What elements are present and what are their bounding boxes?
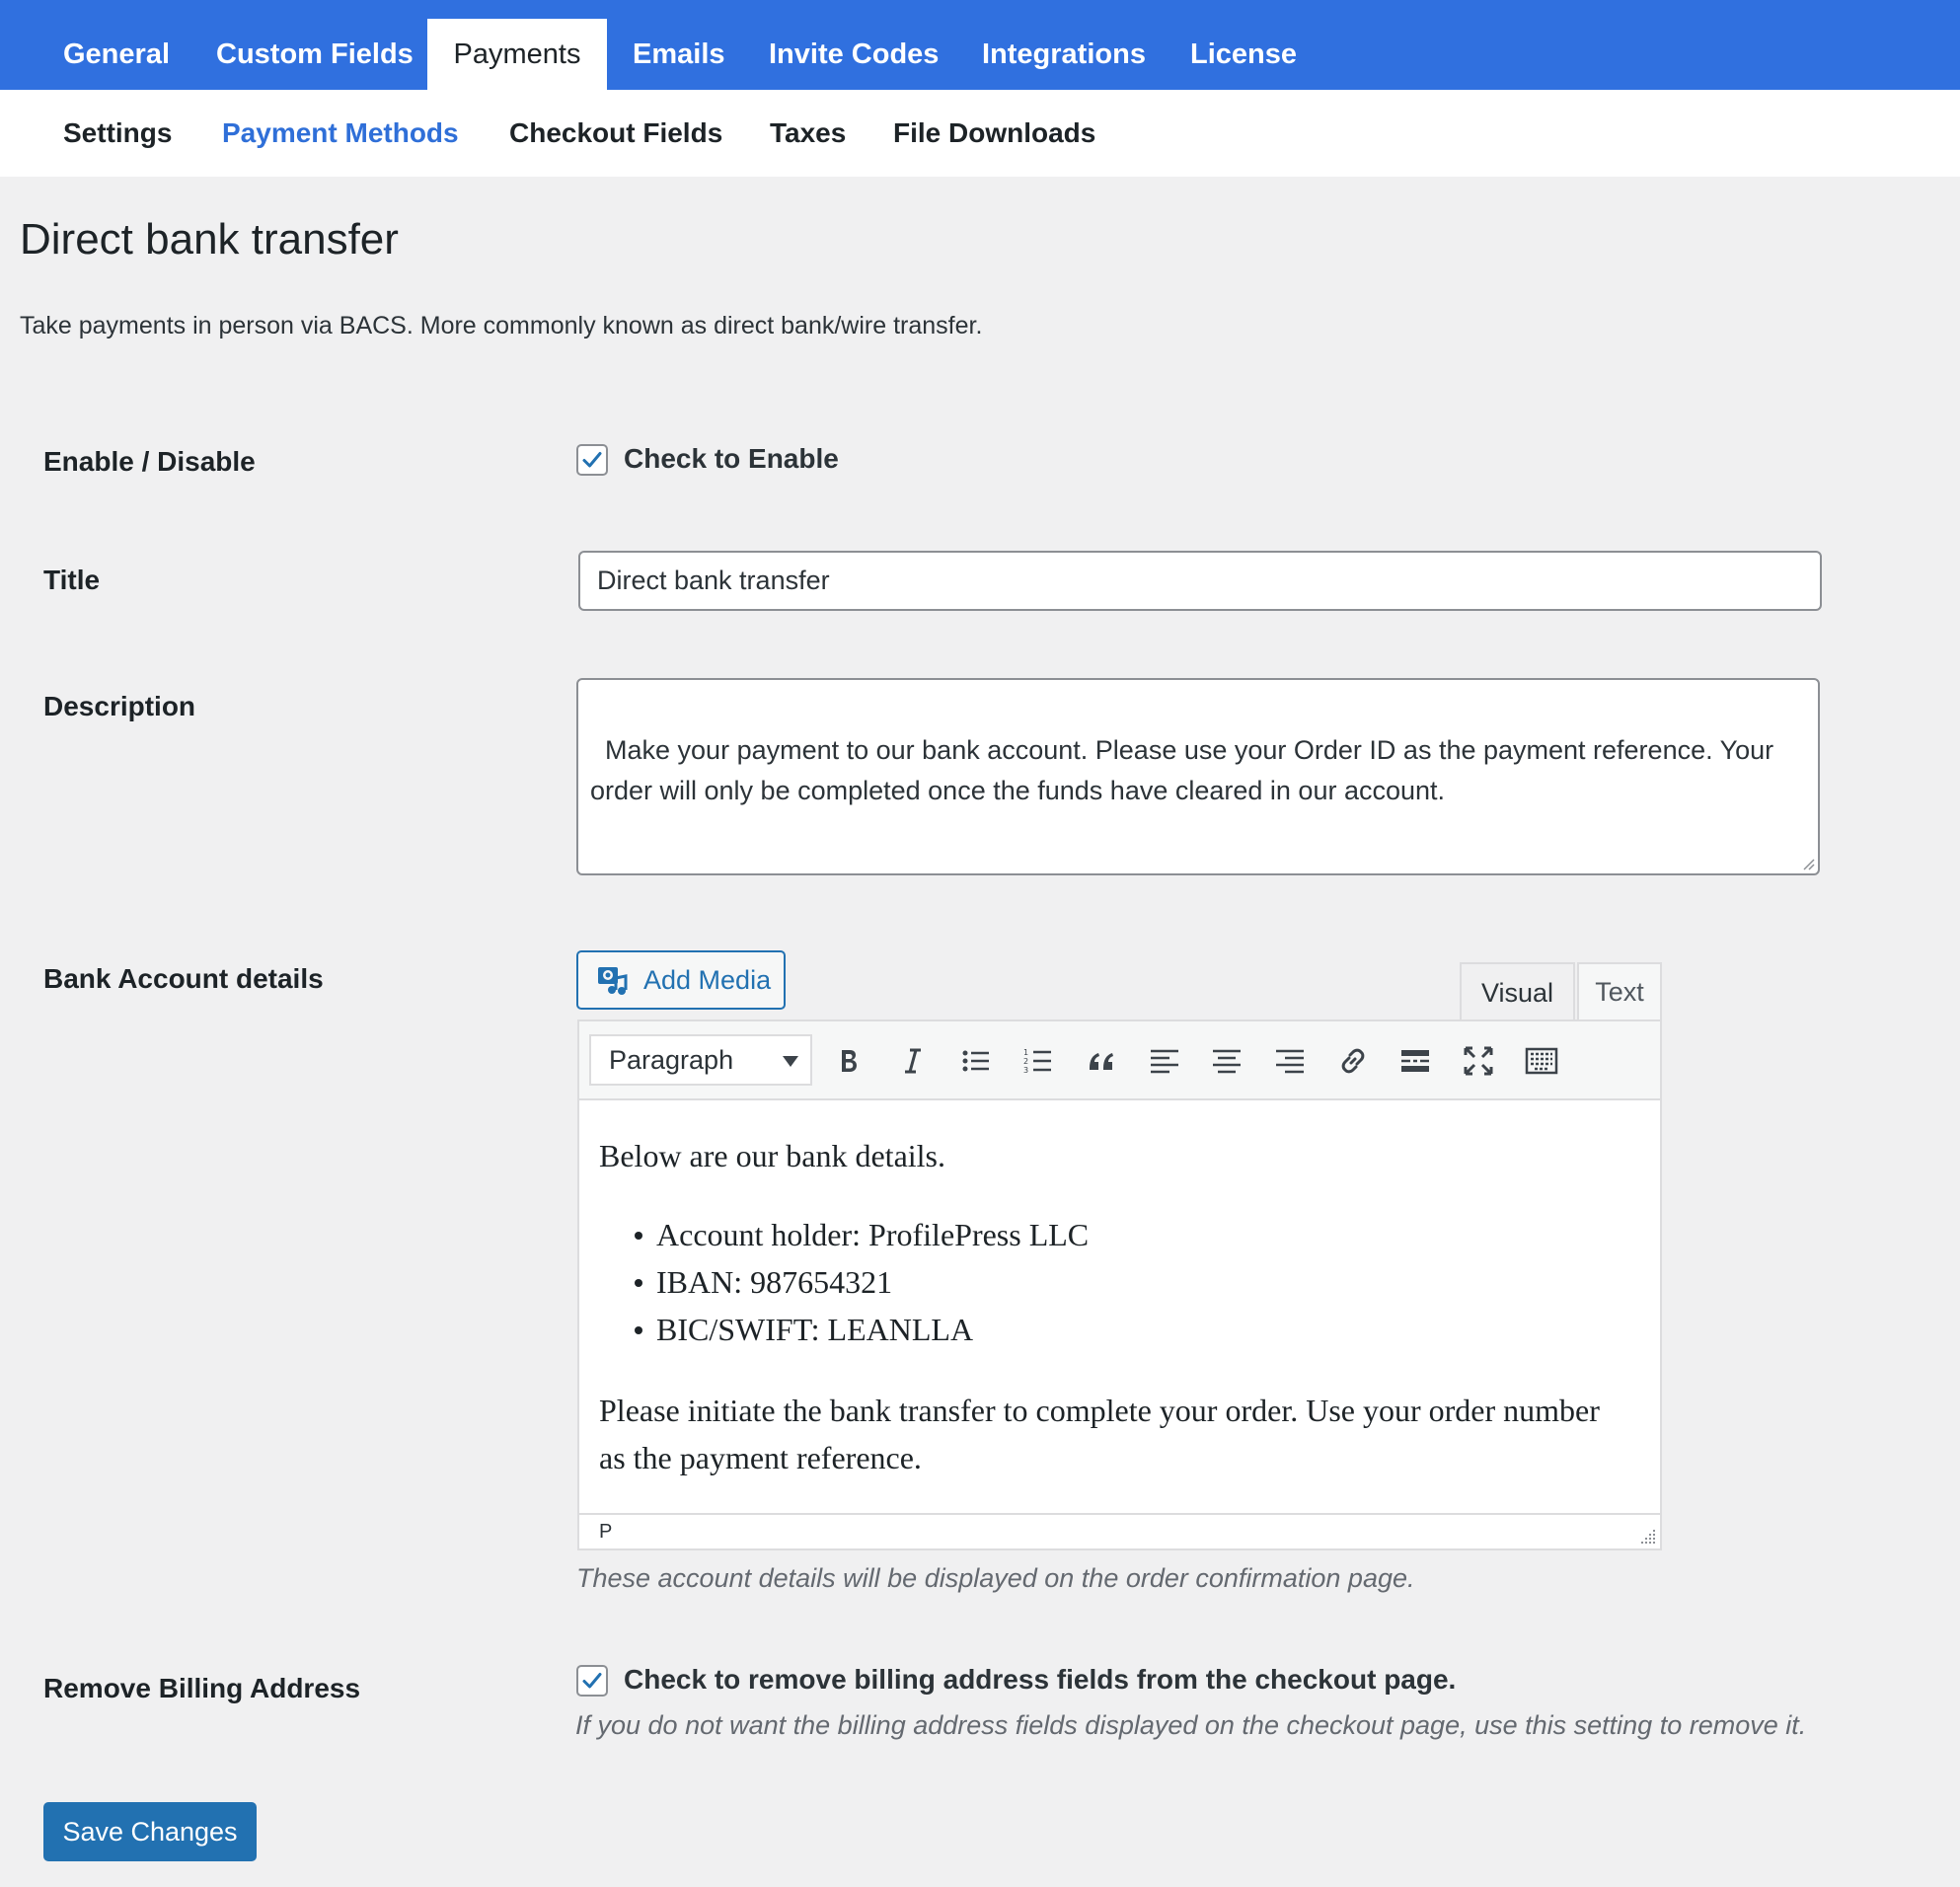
read-more-button[interactable] xyxy=(1394,1039,1437,1083)
tab-text[interactable]: Text xyxy=(1577,962,1662,1020)
align-center-icon xyxy=(1210,1044,1244,1078)
tab-invite-codes[interactable]: Invite Codes xyxy=(769,38,940,70)
link-icon xyxy=(1336,1044,1370,1078)
title-input[interactable]: Direct bank transfer xyxy=(578,551,1822,611)
svg-text:3: 3 xyxy=(1023,1066,1029,1075)
italic-button[interactable] xyxy=(891,1039,935,1083)
chevron-down-icon xyxy=(783,1056,798,1067)
svg-text:2: 2 xyxy=(1023,1057,1029,1066)
align-right-icon xyxy=(1273,1044,1307,1078)
bank-details-list xyxy=(656,1211,1089,1353)
checkmark-icon xyxy=(580,1669,604,1693)
bullet-list-button[interactable] xyxy=(954,1039,998,1083)
editor-toolbar xyxy=(577,1019,1662,1100)
bold-icon xyxy=(832,1044,866,1078)
page-title: Direct bank transfer xyxy=(20,215,399,264)
fullscreen-button[interactable] xyxy=(1457,1039,1500,1083)
resize-grip-icon[interactable] xyxy=(1640,1529,1656,1545)
blockquote-icon xyxy=(1085,1044,1118,1078)
tab-license[interactable]: License xyxy=(1190,38,1297,70)
enable-checkbox-label: Check to Enable xyxy=(624,443,839,474)
editor-outro: Please initiate the bank transfer to complete your order. Use your order number as the payment reference. xyxy=(599,1393,1600,1475)
align-left-icon xyxy=(1148,1044,1181,1078)
enable-checkbox[interactable] xyxy=(576,444,608,476)
subtab-payment-methods[interactable]: Payment Methods xyxy=(222,117,459,148)
svg-text:1: 1 xyxy=(1023,1048,1029,1057)
remove-billing-help: If you do not want the billing address fields displayed on the checkout page, use this setting to remove it. xyxy=(575,1710,1807,1740)
bullet-list-icon xyxy=(959,1044,993,1078)
align-center-button[interactable] xyxy=(1205,1039,1248,1083)
add-media-label: Add Media xyxy=(643,964,772,995)
link-button[interactable] xyxy=(1331,1039,1375,1083)
remove-billing-checkbox-label: Check to remove billing address fields from the checkout page. xyxy=(624,1664,1457,1695)
fullscreen-icon xyxy=(1462,1044,1495,1078)
top-nav xyxy=(0,0,1960,90)
bank-details-help: These account details will be displayed on the order confirmation page. xyxy=(576,1563,1415,1593)
subtab-checkout-fields[interactable]: Checkout Fields xyxy=(509,117,723,148)
element-path[interactable]: P xyxy=(599,1521,613,1543)
subtab-taxes[interactable]: Taxes xyxy=(770,117,847,148)
add-media-icon xyxy=(596,964,630,996)
enable-label: Enable / Disable xyxy=(43,446,256,477)
read-more-icon xyxy=(1398,1044,1432,1078)
align-left-button[interactable] xyxy=(1143,1039,1186,1083)
tab-emails[interactable]: Emails xyxy=(633,38,725,70)
description-textarea[interactable] xyxy=(576,678,1820,875)
tab-general[interactable]: General xyxy=(63,38,170,70)
save-changes-button[interactable]: Save Changes xyxy=(43,1802,257,1861)
list-item: IBAN: 987654321 xyxy=(656,1258,1089,1306)
bold-button[interactable] xyxy=(827,1039,870,1083)
remove-billing-checkbox[interactable] xyxy=(576,1665,608,1697)
subtab-settings[interactable]: Settings xyxy=(63,117,173,148)
tab-visual[interactable]: Visual xyxy=(1460,962,1575,1021)
align-right-button[interactable] xyxy=(1268,1039,1312,1083)
page-description: Take payments in person via BACS. More commonly known as direct bank/wire transfer. xyxy=(20,312,983,340)
resize-grip-icon[interactable] xyxy=(1801,857,1815,870)
tab-custom-fields[interactable]: Custom Fields xyxy=(216,38,414,70)
list-item: Account holder: ProfilePress LLC xyxy=(656,1211,1089,1258)
blockquote-button[interactable] xyxy=(1080,1039,1123,1083)
sub-nav xyxy=(0,90,1960,177)
numbered-list-button[interactable] xyxy=(1017,1039,1060,1083)
editor-intro: Below are our bank details. xyxy=(599,1138,945,1173)
description-label: Description xyxy=(43,691,196,721)
tab-integrations[interactable]: Integrations xyxy=(982,38,1146,70)
remove-billing-label: Remove Billing Address xyxy=(43,1673,361,1703)
tab-payments[interactable]: Payments xyxy=(427,19,607,90)
editor-content[interactable] xyxy=(577,1100,1662,1513)
add-media-button[interactable] xyxy=(576,950,786,1010)
list-item: BIC/SWIFT: LEANLLA xyxy=(656,1306,1089,1353)
subtab-file-downloads[interactable]: File Downloads xyxy=(893,117,1096,148)
bank-details-label: Bank Account details xyxy=(43,963,324,994)
format-select[interactable] xyxy=(589,1034,812,1086)
numbered-list-icon xyxy=(1021,1044,1055,1078)
checkmark-icon xyxy=(580,448,604,472)
editor-status-bar xyxy=(577,1513,1662,1550)
description-text: Make your payment to our bank account. Please use your Order ID as the payment reference. Your order will only be completed once the funds have cleared in our account. xyxy=(590,735,1781,805)
toolbar-toggle-button[interactable] xyxy=(1520,1039,1563,1083)
italic-icon xyxy=(896,1044,930,1078)
title-label: Title xyxy=(43,565,101,595)
toolbar-toggle-icon xyxy=(1525,1044,1558,1078)
format-select-value: Paragraph xyxy=(609,1045,734,1075)
